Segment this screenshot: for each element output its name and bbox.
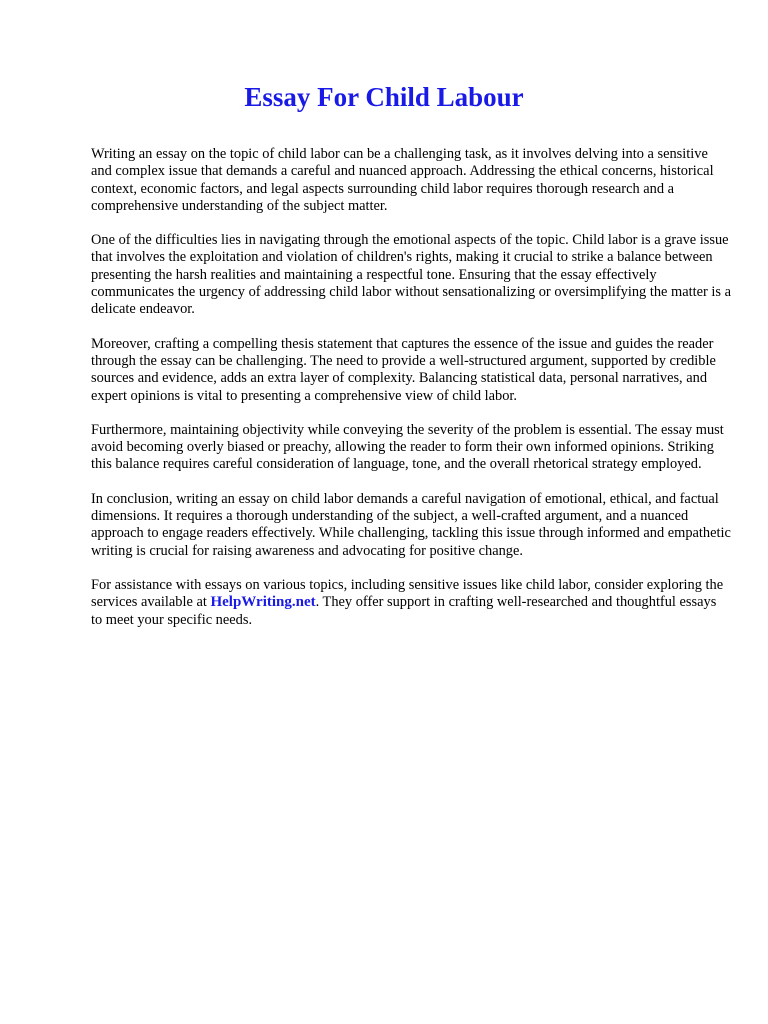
- closing-text-before-link: For assistance with essays on various topics, including sensitive issues like child labor, consider exploring the services available at: [91, 576, 724, 611]
- helpwriting-link[interactable]: HelpWriting.net: [210, 594, 316, 611]
- paragraph-objectivity: Furthermore, maintaining objectivity while conveying the severity of the problem is essential. The essay must avoid becoming overly biased or preachy, allowing the reader to form their own informed opinions. Striking this balance requires careful consideration of language, tone, and the overall rhetorical strategy employed.: [91, 421, 724, 473]
- paragraph-thesis: Moreover, crafting a compelling thesis statement that captures the essence of the issue and guides the reader through the essay can be challenging. The need to provide a well-structured argument, supported by credible sources and evidence, adds an extra layer of complexity. Balancing statistical data, personal narratives, and expert opinions is vital to presenting a comprehensive view of child labor.: [91, 335, 716, 404]
- document-title: Essay For Child Labour: [244, 82, 524, 112]
- paragraph-conclusion: In conclusion, writing an essay on child labor demands a careful navigation of emotional, ethical, and factual dimensions. It requires a thorough understanding of the subject, a well-crafted argument, and a nuanced approach to engage readers effectively. While challenging, tackling this issue through informed and empathetic writing is crucial for raising awareness and advocating for positive change.: [91, 490, 731, 559]
- document-body: [91, 146, 731, 646]
- closing-text-after-link: . They offer support in crafting well-researched and thoughtful essays to meet your specific needs.: [91, 594, 717, 628]
- paragraph-closing: [91, 577, 731, 629]
- paragraph-emotional-aspects: One of the difficulties lies in navigating through the emotional aspects of the topic. Child labor is a grave issue that involves the exploitation and violation of children's rights, making it crucial to strike a balance between presenting the harsh realities and maintaining a respectful tone. Ensuring that the essay effectively communicates the urgency of addressing child labor without sensationalizing or oversimplifying the matter is a delicate endeavor.: [91, 232, 731, 318]
- paragraph-intro: Writing an essay on the topic of child labor can be a challenging task, as it involves delving into a sensitive and complex issue that demands a careful and nuanced approach. Addressing the ethical concerns, historical context, economic factors, and legal aspects surrounding child labor requires thorough research and a comprehensive understanding of the subject matter.: [91, 146, 714, 214]
